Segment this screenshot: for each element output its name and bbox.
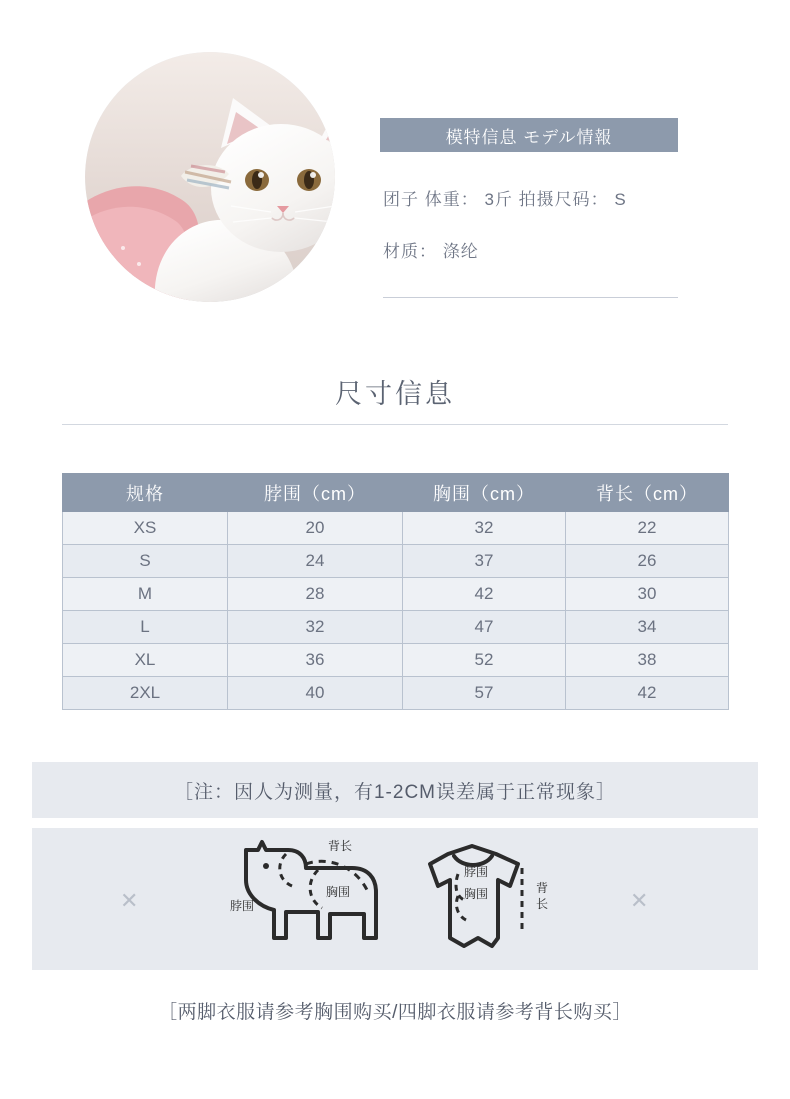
cat-photo-illustration bbox=[85, 52, 335, 302]
table-row bbox=[63, 545, 729, 578]
table-header-cell: 脖围（cm） bbox=[228, 474, 403, 512]
table-cell: 40 bbox=[228, 677, 403, 710]
table-cell: 47 bbox=[403, 611, 566, 644]
model-weight-size-line: 团子 体重： 3斤 拍摄尺码： S bbox=[383, 190, 627, 209]
table-header-cell: 胸围（cm） bbox=[403, 474, 566, 512]
table-cell: 52 bbox=[403, 644, 566, 677]
left-cross-icon: ✕ bbox=[120, 888, 139, 913]
size-table bbox=[62, 473, 729, 710]
table-row bbox=[63, 512, 729, 545]
measurement-note-bar bbox=[32, 762, 758, 818]
table-cell: 34 bbox=[566, 611, 729, 644]
size-info-heading: 尺寸信息 bbox=[335, 379, 455, 409]
model-material-line: 材质： 涤纶 bbox=[383, 242, 479, 261]
table-cell: 30 bbox=[566, 578, 729, 611]
table-cell: S bbox=[63, 545, 228, 578]
shirt-chest-label: 胸围 bbox=[463, 887, 489, 901]
model-info-badge-label: 模特信息 モデル情報 bbox=[445, 127, 613, 147]
size-heading-divider bbox=[62, 424, 728, 425]
dog-chest-line bbox=[310, 870, 322, 908]
table-row bbox=[63, 611, 729, 644]
dog-eye-icon bbox=[263, 863, 269, 869]
table-cell: 37 bbox=[403, 545, 566, 578]
table-row bbox=[63, 644, 729, 677]
table-cell: M bbox=[63, 578, 228, 611]
dog-neck-line bbox=[280, 854, 292, 886]
measurement-diagram-band bbox=[32, 828, 758, 970]
table-cell: 22 bbox=[566, 512, 729, 545]
model-info-badge bbox=[380, 118, 678, 152]
table-header-cell: 背长（cm） bbox=[566, 474, 729, 512]
model-divider bbox=[383, 297, 678, 298]
table-header-cell: 规格 bbox=[63, 474, 228, 512]
table-cell: 32 bbox=[228, 611, 403, 644]
table-cell: 26 bbox=[566, 545, 729, 578]
purchase-guidance-note: ［两脚衣服请参考胸围购买/四脚衣服请参考背长购买］ bbox=[158, 1002, 632, 1023]
model-info-section bbox=[0, 0, 790, 340]
table-row bbox=[63, 578, 729, 611]
table-cell: L bbox=[63, 611, 228, 644]
measurement-note-text: ［注：因人为测量，有1-2CM误差属于正常现象］ bbox=[173, 781, 616, 803]
dog-chest-label: 胸围 bbox=[325, 885, 351, 899]
shirt-back-label-1: 背 bbox=[535, 881, 549, 895]
table-cell: 32 bbox=[403, 512, 566, 545]
table-cell: XS bbox=[63, 512, 228, 545]
shirt-back-label-2: 长 bbox=[535, 897, 549, 911]
table-cell: 36 bbox=[228, 644, 403, 677]
table-header-row bbox=[63, 474, 729, 512]
table-cell: 20 bbox=[228, 512, 403, 545]
dog-back-label: 背长 bbox=[327, 839, 353, 853]
shirt-neck-label: 脖围 bbox=[463, 865, 489, 879]
table-cell: XL bbox=[63, 644, 228, 677]
measurement-diagram bbox=[210, 834, 580, 964]
table-cell: 28 bbox=[228, 578, 403, 611]
table-cell: 24 bbox=[228, 545, 403, 578]
table-row bbox=[63, 677, 729, 710]
table-cell: 42 bbox=[566, 677, 729, 710]
table-cell: 2XL bbox=[63, 677, 228, 710]
table-cell: 38 bbox=[566, 644, 729, 677]
table-cell: 57 bbox=[403, 677, 566, 710]
dog-neck-label: 脖围 bbox=[229, 899, 255, 913]
model-cat-photo bbox=[85, 52, 335, 302]
table-cell: 42 bbox=[403, 578, 566, 611]
right-cross-icon: ✕ bbox=[630, 888, 649, 913]
